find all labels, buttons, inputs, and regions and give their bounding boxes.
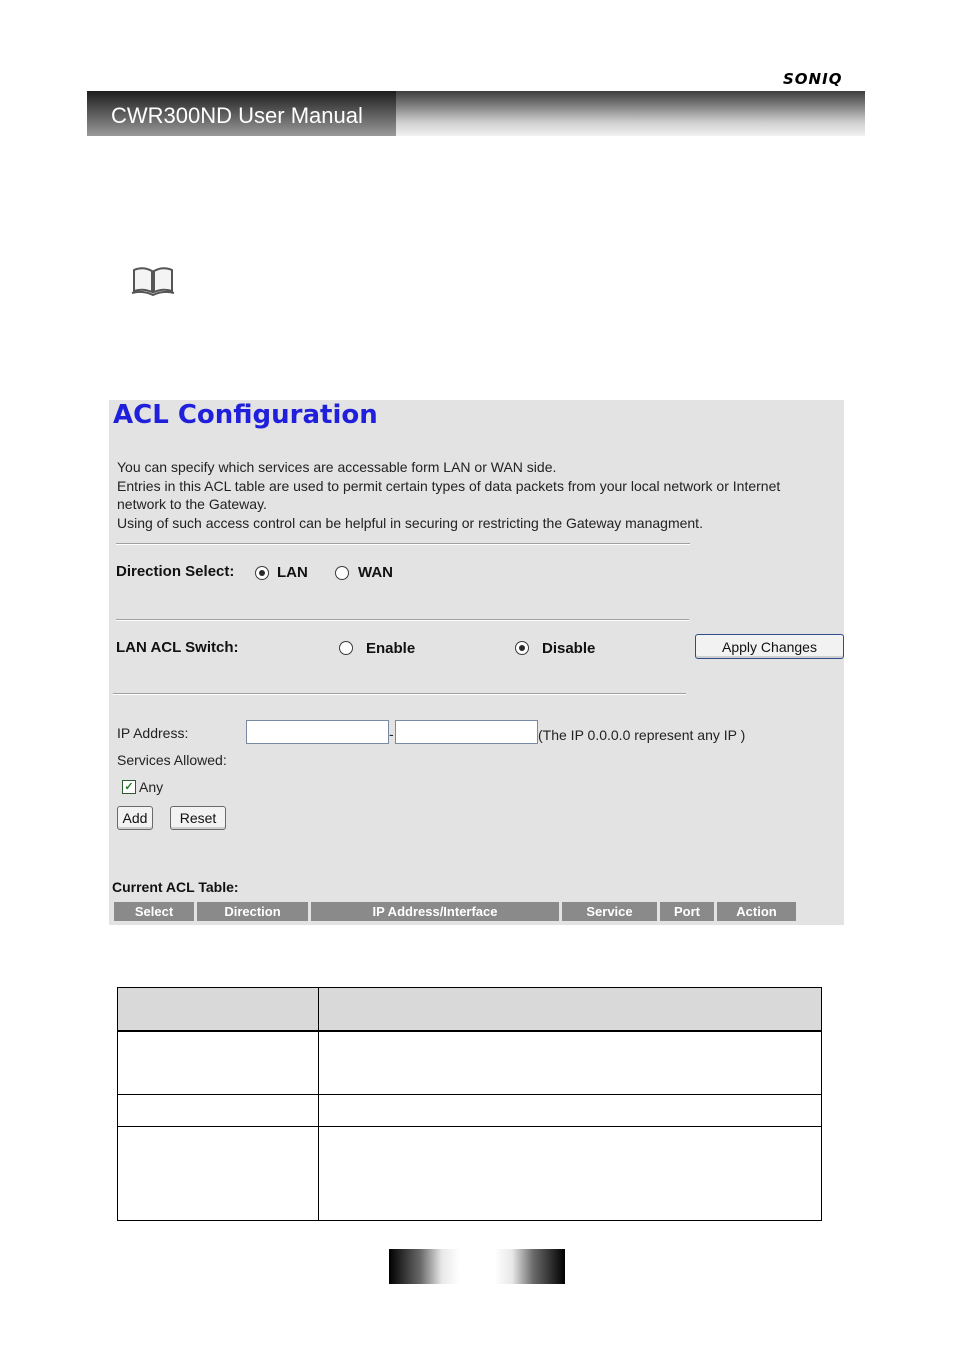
ip-start-input[interactable] bbox=[246, 720, 389, 744]
reset-button[interactable]: Reset bbox=[170, 806, 226, 830]
table-header-row bbox=[118, 988, 822, 1032]
desc-line-3: Using of such access control can be helpful in securing or restricting the Gateway managment. bbox=[117, 514, 703, 531]
book-icon bbox=[131, 264, 175, 298]
ip-range-separator: - bbox=[389, 726, 394, 742]
switch-disable-label[interactable]: Disable bbox=[542, 640, 596, 657]
current-acl-table-label: Current ACL Table: bbox=[112, 879, 239, 895]
direction-select-label: Direction Select: bbox=[116, 563, 235, 580]
col-select: Select bbox=[114, 902, 197, 921]
col-service: Service bbox=[562, 902, 660, 921]
table-cell bbox=[118, 1095, 319, 1127]
table-cell bbox=[319, 1127, 822, 1221]
manual-title: CWR300ND User Manual bbox=[111, 102, 363, 128]
header-title-box bbox=[87, 91, 396, 136]
footer-band bbox=[389, 1249, 565, 1284]
table-cell bbox=[118, 1127, 319, 1221]
direction-lan-radio[interactable] bbox=[255, 566, 269, 580]
table-row bbox=[118, 1127, 822, 1221]
switch-enable-radio[interactable] bbox=[339, 641, 353, 655]
apply-changes-button[interactable]: Apply Changes bbox=[695, 634, 844, 659]
services-allowed-label: Services Allowed: bbox=[117, 752, 227, 768]
divider bbox=[116, 619, 689, 621]
col-port: Port bbox=[660, 902, 717, 921]
ip-address-label: IP Address: bbox=[117, 725, 189, 741]
divider bbox=[113, 693, 686, 695]
col-direction: Direction bbox=[197, 902, 311, 921]
table-cell bbox=[118, 988, 319, 1032]
acl-switch-label: LAN ACL Switch: bbox=[116, 639, 239, 656]
parameter-table bbox=[117, 987, 822, 1221]
add-button[interactable]: Add bbox=[117, 806, 153, 830]
desc-line-1: You can specify which services are accessable form LAN or WAN side. bbox=[117, 459, 557, 475]
ip-hint-text: (The IP 0.0.0.0 represent any IP ) bbox=[538, 727, 746, 743]
table-cell bbox=[319, 988, 822, 1032]
any-label[interactable]: Any bbox=[139, 779, 164, 795]
acl-config-screenshot bbox=[109, 400, 844, 925]
ip-end-input[interactable] bbox=[395, 720, 538, 744]
acl-description bbox=[117, 458, 807, 532]
table-cell bbox=[118, 1031, 319, 1095]
acl-table-header bbox=[114, 902, 796, 921]
direction-lan-label[interactable]: LAN bbox=[277, 564, 308, 581]
any-checkbox[interactable]: ✓ bbox=[122, 780, 136, 794]
brand-logo: SONIQ bbox=[783, 70, 843, 88]
col-ip-interface: IP Address/Interface bbox=[311, 902, 562, 921]
direction-wan-label[interactable]: WAN bbox=[358, 564, 393, 581]
table-cell bbox=[319, 1095, 822, 1127]
table-row bbox=[118, 1031, 822, 1095]
table-cell bbox=[319, 1031, 822, 1095]
switch-enable-label[interactable]: Enable bbox=[366, 640, 416, 657]
table-row bbox=[118, 1095, 822, 1127]
acl-title: ACL Configuration bbox=[113, 400, 378, 430]
switch-disable-radio[interactable] bbox=[515, 641, 529, 655]
col-action: Action bbox=[717, 902, 796, 921]
direction-wan-radio[interactable] bbox=[335, 566, 349, 580]
divider bbox=[116, 543, 690, 545]
desc-line-2: Entries in this ACL table are used to permit certain types of data packets from your local network or Internet network to the Gateway. bbox=[117, 477, 781, 512]
